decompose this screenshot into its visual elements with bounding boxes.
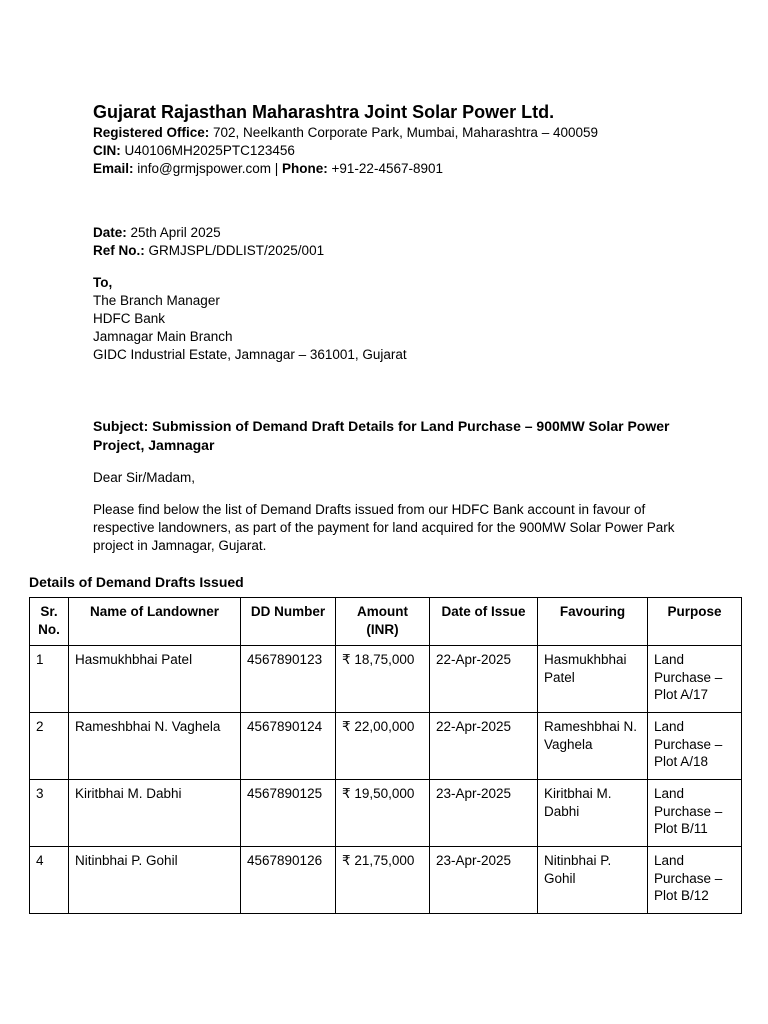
cell-favouring: Nitinbhai P. Gohil	[538, 847, 648, 914]
ref-line	[93, 242, 693, 260]
cell-favouring: Hasmukhbhai Patel	[538, 646, 648, 713]
cell-purpose: Land Purchase – Plot A/18	[648, 713, 742, 780]
table-row	[30, 713, 742, 780]
cell-landowner: Kiritbhai M. Dabhi	[69, 780, 241, 847]
date-label: Date:	[93, 225, 127, 240]
email-value: info@grmjspower.com |	[133, 161, 283, 176]
phone-label: Phone:	[282, 161, 328, 176]
phone-value: +91-22-4567-8901	[327, 161, 443, 176]
header-favouring: Favouring	[538, 598, 648, 646]
ref-value: GRMJSPL/DDLIST/2025/001	[144, 243, 325, 258]
cell-dd-number: 4567890125	[241, 780, 336, 847]
cell-amount: ₹ 21,75,000	[336, 847, 430, 914]
table-row	[30, 847, 742, 914]
cell-date-of-issue: 23-Apr-2025	[430, 847, 538, 914]
cell-dd-number: 4567890126	[241, 847, 336, 914]
cell-favouring: Rameshbhai N. Vaghela	[538, 713, 648, 780]
cell-purpose: Land Purchase – Plot B/12	[648, 847, 742, 914]
cell-date-of-issue: 22-Apr-2025	[430, 646, 538, 713]
letterhead-details	[93, 124, 693, 178]
cell-purpose: Land Purchase – Plot A/17	[648, 646, 742, 713]
cell-landowner: Nitinbhai P. Gohil	[69, 847, 241, 914]
table-row	[30, 780, 742, 847]
cell-amount: ₹ 19,50,000	[336, 780, 430, 847]
registered-office-line	[93, 124, 693, 142]
header-date-of-issue: Date of Issue	[430, 598, 538, 646]
salutation	[93, 469, 693, 487]
registered-office-value: 702, Neelkanth Corporate Park, Mumbai, Maharashtra – 400059	[209, 125, 598, 140]
company-name: Gujarat Rajasthan Maharashtra Joint Solar Power Ltd.	[93, 102, 555, 122]
cell-purpose: Land Purchase – Plot B/11	[648, 780, 742, 847]
recipient-address	[93, 274, 693, 364]
header-landowner: Name of Landowner	[69, 598, 241, 646]
header-sr-no: Sr. No.	[30, 598, 69, 646]
table-header-row	[30, 598, 742, 646]
cin-line	[93, 142, 693, 160]
table-heading: Details of Demand Drafts Issued	[29, 574, 244, 590]
recipient-line: The Branch Manager	[93, 293, 220, 308]
to-label: To,	[93, 275, 113, 290]
cin-value: U40106MH2025PTC123456	[120, 143, 295, 158]
cell-dd-number: 4567890124	[241, 713, 336, 780]
table-row	[30, 646, 742, 713]
letter-meta	[93, 224, 693, 260]
salutation-text: Dear Sir/Madam,	[93, 470, 196, 485]
cell-sr-no: 2	[30, 713, 69, 780]
recipient-line: GIDC Industrial Estate, Jamnagar – 361001, Gujarat	[93, 347, 407, 362]
cell-amount: ₹ 22,00,000	[336, 713, 430, 780]
cell-sr-no: 4	[30, 847, 69, 914]
recipient-line: HDFC Bank	[93, 311, 166, 326]
cell-landowner: Rameshbhai N. Vaghela	[69, 713, 241, 780]
date-value: 25th April 2025	[126, 225, 221, 240]
recipient-line: Jamnagar Main Branch	[93, 329, 233, 344]
email-label: Email:	[93, 161, 134, 176]
date-line	[93, 224, 693, 242]
registered-office-label: Registered Office:	[93, 125, 210, 140]
header-amount: Amount (INR)	[336, 598, 430, 646]
cell-amount: ₹ 18,75,000	[336, 646, 430, 713]
body-paragraph: Please find below the list of Demand Drafts issued from our HDFC Bank account in favour of respective landowners, as part of the payment for land acquired for the 900MW Solar Power Park project in Jamnagar, Gujarat.	[93, 502, 675, 553]
cell-dd-number: 4567890123	[241, 646, 336, 713]
cin-label: CIN:	[93, 143, 121, 158]
header-dd-number: DD Number	[241, 598, 336, 646]
cell-landowner: Hasmukhbhai Patel	[69, 646, 241, 713]
cell-sr-no: 3	[30, 780, 69, 847]
demand-draft-table	[29, 597, 742, 914]
cell-favouring: Kiritbhai M. Dabhi	[538, 780, 648, 847]
header-purpose: Purpose	[648, 598, 742, 646]
contact-line	[93, 160, 693, 178]
ref-label: Ref No.:	[93, 243, 145, 258]
letter-subject: Subject: Submission of Demand Draft Details for Land Purchase – 900MW Solar Power Project, Jamnagar	[93, 418, 670, 453]
cell-sr-no: 1	[30, 646, 69, 713]
cell-date-of-issue: 22-Apr-2025	[430, 713, 538, 780]
cell-date-of-issue: 23-Apr-2025	[430, 780, 538, 847]
